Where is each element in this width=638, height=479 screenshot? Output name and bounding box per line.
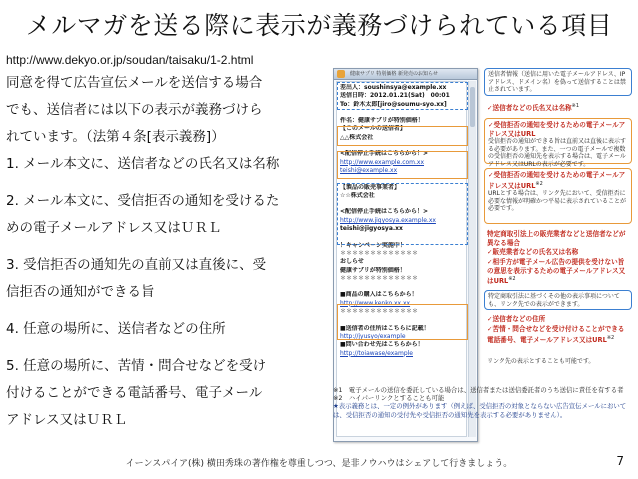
annotation-box [484,118,632,168]
annotation-box [484,290,632,310]
email-line: 健康サプリが特別価格！ [340,266,406,274]
annotation-box [484,228,632,246]
footnote: ★表示義務とは、一定の例外があります（例えば、受信拒否の対象とならない広告宣伝メールにおいては、受信拒否の通知の受付先や受信拒否の通知先を表示する必要がありません）。 [333,402,627,419]
email-line: 件名：健康サプリが特別価格！ [340,117,424,125]
contact-info-highlight [337,304,468,340]
annotation-heading: 苦情・問合せなどを受け付けることができる電話番号、電子メールアドレス又はURL [487,325,625,344]
item-2-cont: めの電子メールアドレス又はＵＲＬ [6,220,222,236]
item-4: 4. 任意の場所に、送信者などの住所 [6,321,226,337]
mail-icon [337,70,345,78]
item-5-cont: アドレス又はＵＲＬ [6,412,128,428]
annotation-heading: 受信拒否の通知を受けるための電子メールアドレス又はURL [488,121,626,138]
email-line: ＊＊＊＊＊＊＊＊＊＊＊＊＊ [340,274,419,282]
footnote-marker: ※2 [535,180,543,187]
source-url[interactable]: http://www.dekyo.or.jp/soudan/taisaku/1-2.html [6,53,254,67]
email-line: 差出人：soushinsya@example.xx [340,84,447,91]
annotation-text: 特定商取引法に基づくその他の表示事項についても、リンク先での表示ができます。 [488,293,620,308]
annotation-text: 受信拒否の通知ができる旨は直前又は直後に表示する必要があります。また、一つの電子メールで複数の受信拒否の通知先を表示する場合は、電子メールアドレス又はURLの表示が必要です。 [488,138,627,168]
email-line: <配信停止手続はこちらから！> [340,150,429,158]
sender-name-highlight [337,126,468,146]
email-line: △△株式会社 [340,133,374,141]
footnote: ※1 電子メールの送信を委託している場合は、送信者または送信委託者のうち送信に責任を有する者 [333,386,624,394]
annotation-box [484,68,632,96]
email-line: ■送信者の住所はこちらに記載！ [340,324,430,332]
annotation-box [484,246,632,256]
annotation-text: URLとする場合は、リンク先において、受信拒否に必要な情報が明確かつ平易に表示されていることが必要です。 [488,190,627,213]
seller-info-highlight [337,183,468,245]
footnote-marker: ※2 [606,334,615,341]
scrollbar-thumb[interactable] [470,87,475,127]
item-5-cont: 付けることができる電話番号、電子メール [6,385,263,401]
email-line: ！キャンペーン実施中！ [340,241,406,249]
footnote: ※2 ハイパーリンクとすることも可能 [333,394,445,403]
checkmark-icon: ✓ [487,315,493,323]
annotation-box [484,100,632,114]
annotation-heading: 販売業者などの氏名又は名称 [492,248,579,256]
sender-info-highlight [337,82,468,110]
checkmark-icon: ✓ [487,258,493,266]
email-line[interactable]: http://www.example.com.xx [340,158,425,166]
item-2: 2. メール本文に、受信拒否の通知を受けるた [6,193,280,209]
footnote-marker: ※1 [571,103,580,109]
checkmark-icon: ✓ [487,104,493,113]
checkmark-icon: ✓ [488,171,494,179]
email-window-titlebar: 健康サプリ 特別価格 新発売のお知らせ [334,69,477,80]
email-line [340,283,463,291]
page-title: メルマガを送る際に表示が義務づけられている項目 [25,11,613,40]
email-line[interactable]: http://toiawase/example [340,349,413,357]
email-line [340,109,463,117]
item-3: 3. 受信拒否の通知先の直前又は直後に、受 [6,257,267,273]
item-1: 1. メール本文に、送信者などの氏名又は名称 [6,156,280,172]
email-line[interactable]: http://www.kenko.xx.xx [340,299,411,307]
checkmark-icon: ✓ [488,121,494,129]
annotation-box [484,356,632,366]
annotation-heading: 受信拒否の通知を受けるための電子メールアドレス又はURL [488,171,626,190]
email-line: To：鈴木太郎[jiro@soumu-syo.xx] [340,100,447,108]
email-line: おしらせ [340,258,364,266]
annotation-box [484,313,632,323]
optout-address-highlight [337,151,468,179]
email-line: 【製品の販売事業者】 [340,183,401,191]
footnotes [333,386,631,419]
annotation-text: 送信者情報（送信に用いた電子メールアドレス、IPアドレス、ドメイン名）を偽って送信することは禁止されています。 [488,71,626,94]
checkmark-icon: ✓ [487,325,493,333]
scrollbar[interactable] [468,81,476,437]
email-line: 送信日時：2012.01.21(Sat) 00:01 [340,92,450,100]
requirements-text [6,70,324,434]
intro-line: れています。（法第４条[表示義務]） [6,129,225,145]
checkmark-icon: ✓ [487,248,493,256]
annotation-heading: 相手方が電子メール広告の提供を受けない旨の意思を表示するための電子メールアドレス又はURL [487,258,626,286]
email-line: ☆☆株式会社 [340,191,375,199]
email-line: 【このメールの送信者】 [340,125,406,133]
email-line: ■問い合わせ先はこちらから！ [340,341,424,349]
intro-line: でも、送信者には以下の表示が義務づけら [6,102,263,118]
email-line: <配信停止手続はこちらから！> [340,208,429,216]
email-line[interactable]: http://jyusyo/example [340,332,406,340]
annotation-box [484,168,632,224]
email-line[interactable]: http://www.jigyosya.example.xx [340,216,436,224]
annotation-box [484,256,632,286]
email-line: ＊＊＊＊＊＊＊＊＊＊＊＊＊ [340,308,419,316]
annotation-box [484,323,632,353]
email-line[interactable]: teishi@example.xx [340,166,398,174]
intro-line: 同意を得て広告宣伝メールを送信する場合 [6,75,263,91]
annotation-heading: 送信者などの住所 [492,315,546,323]
item-3-cont: 信拒否の通知ができる旨 [6,284,155,300]
footnote-marker: ※2 [508,276,516,282]
email-line: teishi@jigyosya.xx [340,225,403,233]
page-number: 7 [616,454,624,468]
email-line: ＊＊＊＊＊＊＊＊＊＊＊＊＊ [340,249,419,257]
email-line: ■商品の購入はこちらから！ [340,291,418,299]
annotation-heading: 送信者などの氏名又は名称 [492,104,572,113]
annotation-text: リンク先の表示とすることも可能です。 [487,358,595,365]
footer-copyright: イーンスパイア(株) 横田秀珠の著作権を尊重しつつ、是非ノウハウはシェアして行きましょう。 [125,459,513,469]
annotation-heading: 特定商取引法上の販売業者などと送信者などが異なる場合 [487,230,626,247]
item-5: 5. 任意の場所に、苦情・問合せなどを受け [6,358,267,374]
